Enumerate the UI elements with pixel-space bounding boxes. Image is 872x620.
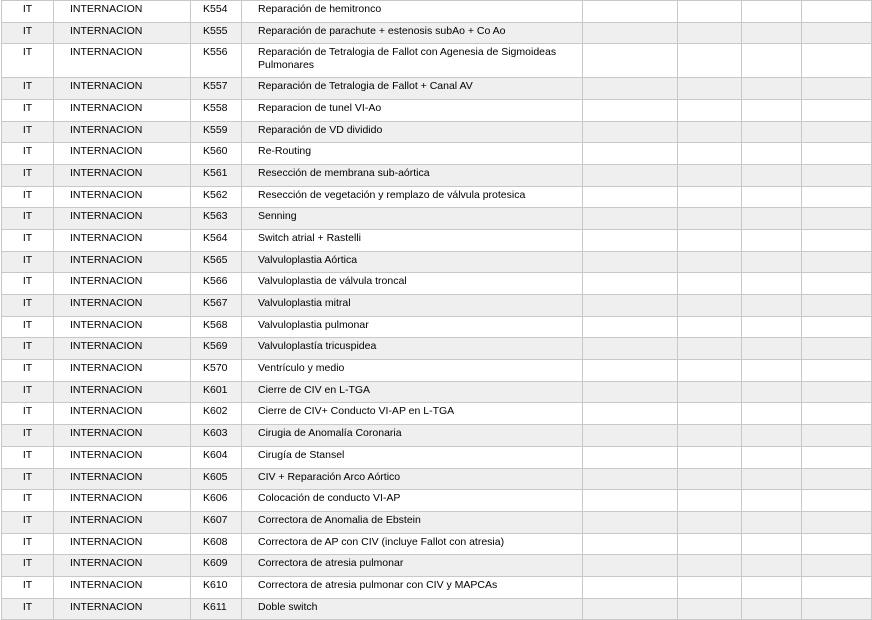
empty-cell (678, 511, 742, 533)
service-cell: INTERNACION (54, 78, 191, 100)
empty-cell (583, 164, 678, 186)
empty-cell (802, 44, 872, 78)
description-cell: Valvuloplastia Aórtica (242, 251, 583, 273)
type-cell: IT (2, 273, 54, 295)
service-cell: INTERNACION (54, 143, 191, 165)
code-cell: K556 (191, 44, 242, 78)
empty-cell (802, 208, 872, 230)
description-cell: Resección de membrana sub-aórtica (242, 164, 583, 186)
empty-cell (802, 381, 872, 403)
table-row (2, 381, 872, 403)
empty-cell (583, 121, 678, 143)
code-cell: K559 (191, 121, 242, 143)
code-cell: K566 (191, 273, 242, 295)
empty-cell (583, 251, 678, 273)
empty-cell (742, 273, 802, 295)
table-row (2, 360, 872, 382)
code-cell: K607 (191, 511, 242, 533)
service-cell: INTERNACION (54, 99, 191, 121)
empty-cell (742, 316, 802, 338)
code-cell: K558 (191, 99, 242, 121)
empty-cell (583, 273, 678, 295)
empty-cell (802, 143, 872, 165)
empty-cell (742, 338, 802, 360)
code-cell: K603 (191, 425, 242, 447)
empty-cell (802, 273, 872, 295)
empty-cell (742, 78, 802, 100)
empty-cell (583, 143, 678, 165)
empty-cell (802, 576, 872, 598)
type-cell: IT (2, 186, 54, 208)
table-row (2, 186, 872, 208)
empty-cell (742, 1, 802, 23)
empty-cell (678, 403, 742, 425)
empty-cell (802, 490, 872, 512)
table-row (2, 273, 872, 295)
empty-cell (802, 468, 872, 490)
service-cell: INTERNACION (54, 251, 191, 273)
code-cell: K562 (191, 186, 242, 208)
empty-cell (802, 78, 872, 100)
empty-cell (678, 533, 742, 555)
description-cell: Re-Routing (242, 143, 583, 165)
code-cell: K564 (191, 229, 242, 251)
empty-cell (742, 403, 802, 425)
empty-cell (802, 251, 872, 273)
empty-cell (802, 229, 872, 251)
table-row (2, 490, 872, 512)
service-cell: INTERNACION (54, 425, 191, 447)
empty-cell (678, 490, 742, 512)
description-cell: Reparación de hemitronco (242, 1, 583, 23)
table-row (2, 403, 872, 425)
empty-cell (742, 490, 802, 512)
empty-cell (583, 316, 678, 338)
description-cell: Correctora de Anomalia de Ebstein (242, 511, 583, 533)
service-cell: INTERNACION (54, 446, 191, 468)
empty-cell (583, 490, 678, 512)
empty-cell (678, 446, 742, 468)
empty-cell (742, 121, 802, 143)
service-cell: INTERNACION (54, 555, 191, 577)
empty-cell (742, 186, 802, 208)
code-cell: K601 (191, 381, 242, 403)
table-row (2, 121, 872, 143)
empty-cell (678, 121, 742, 143)
type-cell: IT (2, 229, 54, 251)
empty-cell (583, 555, 678, 577)
description-cell: Resección de vegetación y remplazo de válvula protesica (242, 186, 583, 208)
description-cell: Reparacion de tunel VI-Ao (242, 99, 583, 121)
service-cell: INTERNACION (54, 338, 191, 360)
empty-cell (583, 1, 678, 23)
description-cell: Switch atrial + Rastelli (242, 229, 583, 251)
service-cell: INTERNACION (54, 229, 191, 251)
table-row (2, 208, 872, 230)
empty-cell (802, 121, 872, 143)
description-cell: Correctora de atresia pulmonar (242, 555, 583, 577)
empty-cell (802, 360, 872, 382)
code-cell: K602 (191, 403, 242, 425)
code-cell: K606 (191, 490, 242, 512)
description-cell: Senning (242, 208, 583, 230)
code-cell: K608 (191, 533, 242, 555)
empty-cell (742, 533, 802, 555)
table-row (2, 468, 872, 490)
table-row (2, 229, 872, 251)
empty-cell (678, 316, 742, 338)
empty-cell (583, 78, 678, 100)
type-cell: IT (2, 511, 54, 533)
description-cell: Doble switch (242, 598, 583, 620)
type-cell: IT (2, 208, 54, 230)
code-cell: K568 (191, 316, 242, 338)
code-cell: K567 (191, 295, 242, 317)
empty-cell (742, 468, 802, 490)
empty-cell (583, 360, 678, 382)
service-cell: INTERNACION (54, 22, 191, 44)
type-cell: IT (2, 99, 54, 121)
empty-cell (678, 425, 742, 447)
table-row (2, 316, 872, 338)
empty-cell (802, 1, 872, 23)
service-cell: INTERNACION (54, 316, 191, 338)
code-cell: K569 (191, 338, 242, 360)
service-cell: INTERNACION (54, 44, 191, 78)
empty-cell (583, 186, 678, 208)
code-cell: K604 (191, 446, 242, 468)
empty-cell (802, 338, 872, 360)
code-cell: K609 (191, 555, 242, 577)
empty-cell (678, 576, 742, 598)
service-cell: INTERNACION (54, 164, 191, 186)
empty-cell (742, 511, 802, 533)
table-row (2, 164, 872, 186)
type-cell: IT (2, 164, 54, 186)
table-row (2, 295, 872, 317)
empty-cell (583, 381, 678, 403)
service-cell: INTERNACION (54, 360, 191, 382)
empty-cell (742, 22, 802, 44)
empty-cell (678, 164, 742, 186)
empty-cell (802, 425, 872, 447)
empty-cell (742, 143, 802, 165)
empty-cell (583, 44, 678, 78)
empty-cell (742, 425, 802, 447)
description-cell: Reparación de parachute + estenosis subAo + Co Ao (242, 22, 583, 44)
empty-cell (742, 164, 802, 186)
table-row (2, 1, 872, 23)
service-cell: INTERNACION (54, 208, 191, 230)
service-cell: INTERNACION (54, 1, 191, 23)
empty-cell (678, 338, 742, 360)
code-cell: K561 (191, 164, 242, 186)
empty-cell (583, 403, 678, 425)
code-cell: K557 (191, 78, 242, 100)
empty-cell (742, 598, 802, 620)
empty-cell (802, 598, 872, 620)
description-cell: Reparación de Tetralogia de Fallot con Agenesia de Sigmoideas Pulmonares (242, 44, 583, 78)
empty-cell (583, 22, 678, 44)
description-cell: Colocación de conducto VI-AP (242, 490, 583, 512)
table-row (2, 533, 872, 555)
description-cell: CIV + Reparación Arco Aórtico (242, 468, 583, 490)
empty-cell (583, 338, 678, 360)
empty-cell (742, 208, 802, 230)
empty-cell (742, 555, 802, 577)
service-cell: INTERNACION (54, 490, 191, 512)
empty-cell (678, 598, 742, 620)
type-cell: IT (2, 121, 54, 143)
empty-cell (802, 316, 872, 338)
empty-cell (678, 22, 742, 44)
table-row (2, 78, 872, 100)
type-cell: IT (2, 381, 54, 403)
code-cell: K570 (191, 360, 242, 382)
code-cell: K554 (191, 1, 242, 23)
code-cell: K565 (191, 251, 242, 273)
empty-cell (678, 208, 742, 230)
service-cell: INTERNACION (54, 511, 191, 533)
empty-cell (802, 164, 872, 186)
empty-cell (678, 251, 742, 273)
type-cell: IT (2, 338, 54, 360)
service-cell: INTERNACION (54, 295, 191, 317)
code-cell: K560 (191, 143, 242, 165)
description-cell: Cirugia de Anomalía Coronaria (242, 425, 583, 447)
empty-cell (742, 295, 802, 317)
table-row (2, 22, 872, 44)
procedures-table (1, 0, 872, 620)
table-row (2, 576, 872, 598)
description-cell: Correctora de AP con CIV (incluye Fallot con atresia) (242, 533, 583, 555)
table-row (2, 598, 872, 620)
service-cell: INTERNACION (54, 381, 191, 403)
code-cell: K610 (191, 576, 242, 598)
service-cell: INTERNACION (54, 186, 191, 208)
description-cell: Reparación de VD dividido (242, 121, 583, 143)
empty-cell (583, 295, 678, 317)
type-cell: IT (2, 446, 54, 468)
empty-cell (742, 446, 802, 468)
type-cell: IT (2, 403, 54, 425)
empty-cell (742, 229, 802, 251)
empty-cell (678, 99, 742, 121)
type-cell: IT (2, 533, 54, 555)
empty-cell (742, 44, 802, 78)
empty-cell (742, 251, 802, 273)
description-cell: Ventrículo y medio (242, 360, 583, 382)
type-cell: IT (2, 143, 54, 165)
empty-cell (583, 533, 678, 555)
description-cell: Correctora de atresia pulmonar con CIV y MAPCAs (242, 576, 583, 598)
description-cell: Reparación de Tetralogia de Fallot + Canal AV (242, 78, 583, 100)
type-cell: IT (2, 360, 54, 382)
empty-cell (678, 186, 742, 208)
table-row (2, 425, 872, 447)
type-cell: IT (2, 78, 54, 100)
empty-cell (678, 468, 742, 490)
empty-cell (802, 186, 872, 208)
type-cell: IT (2, 22, 54, 44)
empty-cell (583, 446, 678, 468)
type-cell: IT (2, 598, 54, 620)
type-cell: IT (2, 295, 54, 317)
empty-cell (678, 143, 742, 165)
table-row (2, 143, 872, 165)
empty-cell (583, 468, 678, 490)
empty-cell (802, 446, 872, 468)
empty-cell (802, 533, 872, 555)
empty-cell (678, 295, 742, 317)
description-cell: Valvuloplastia pulmonar (242, 316, 583, 338)
empty-cell (583, 99, 678, 121)
description-cell: Cierre de CIV en L-TGA (242, 381, 583, 403)
empty-cell (678, 44, 742, 78)
table-row (2, 338, 872, 360)
service-cell: INTERNACION (54, 598, 191, 620)
table-row (2, 446, 872, 468)
type-cell: IT (2, 44, 54, 78)
table-row (2, 511, 872, 533)
type-cell: IT (2, 251, 54, 273)
service-cell: INTERNACION (54, 273, 191, 295)
empty-cell (678, 360, 742, 382)
code-cell: K563 (191, 208, 242, 230)
empty-cell (583, 576, 678, 598)
table-row (2, 251, 872, 273)
service-cell: INTERNACION (54, 121, 191, 143)
type-cell: IT (2, 490, 54, 512)
empty-cell (678, 78, 742, 100)
empty-cell (802, 22, 872, 44)
empty-cell (742, 99, 802, 121)
type-cell: IT (2, 555, 54, 577)
type-cell: IT (2, 1, 54, 23)
description-cell: Cierre de CIV+ Conducto VI-AP en L-TGA (242, 403, 583, 425)
empty-cell (678, 555, 742, 577)
empty-cell (678, 381, 742, 403)
type-cell: IT (2, 576, 54, 598)
code-cell: K611 (191, 598, 242, 620)
type-cell: IT (2, 468, 54, 490)
description-cell: Valvuloplastia mitral (242, 295, 583, 317)
empty-cell (802, 99, 872, 121)
empty-cell (583, 208, 678, 230)
table-row (2, 555, 872, 577)
empty-cell (583, 598, 678, 620)
code-cell: K555 (191, 22, 242, 44)
empty-cell (742, 360, 802, 382)
table-row (2, 44, 872, 78)
table-row (2, 99, 872, 121)
service-cell: INTERNACION (54, 403, 191, 425)
empty-cell (742, 381, 802, 403)
description-cell: Valvuloplastía tricuspidea (242, 338, 583, 360)
description-cell: Cirugía de Stansel (242, 446, 583, 468)
description-cell: Valvuloplastia de válvula troncal (242, 273, 583, 295)
empty-cell (583, 511, 678, 533)
empty-cell (583, 425, 678, 447)
empty-cell (802, 403, 872, 425)
service-cell: INTERNACION (54, 468, 191, 490)
empty-cell (802, 511, 872, 533)
type-cell: IT (2, 425, 54, 447)
code-cell: K605 (191, 468, 242, 490)
service-cell: INTERNACION (54, 576, 191, 598)
service-cell: INTERNACION (54, 533, 191, 555)
empty-cell (802, 555, 872, 577)
empty-cell (678, 273, 742, 295)
empty-cell (583, 229, 678, 251)
empty-cell (678, 1, 742, 23)
empty-cell (802, 295, 872, 317)
type-cell: IT (2, 316, 54, 338)
empty-cell (678, 229, 742, 251)
empty-cell (742, 576, 802, 598)
